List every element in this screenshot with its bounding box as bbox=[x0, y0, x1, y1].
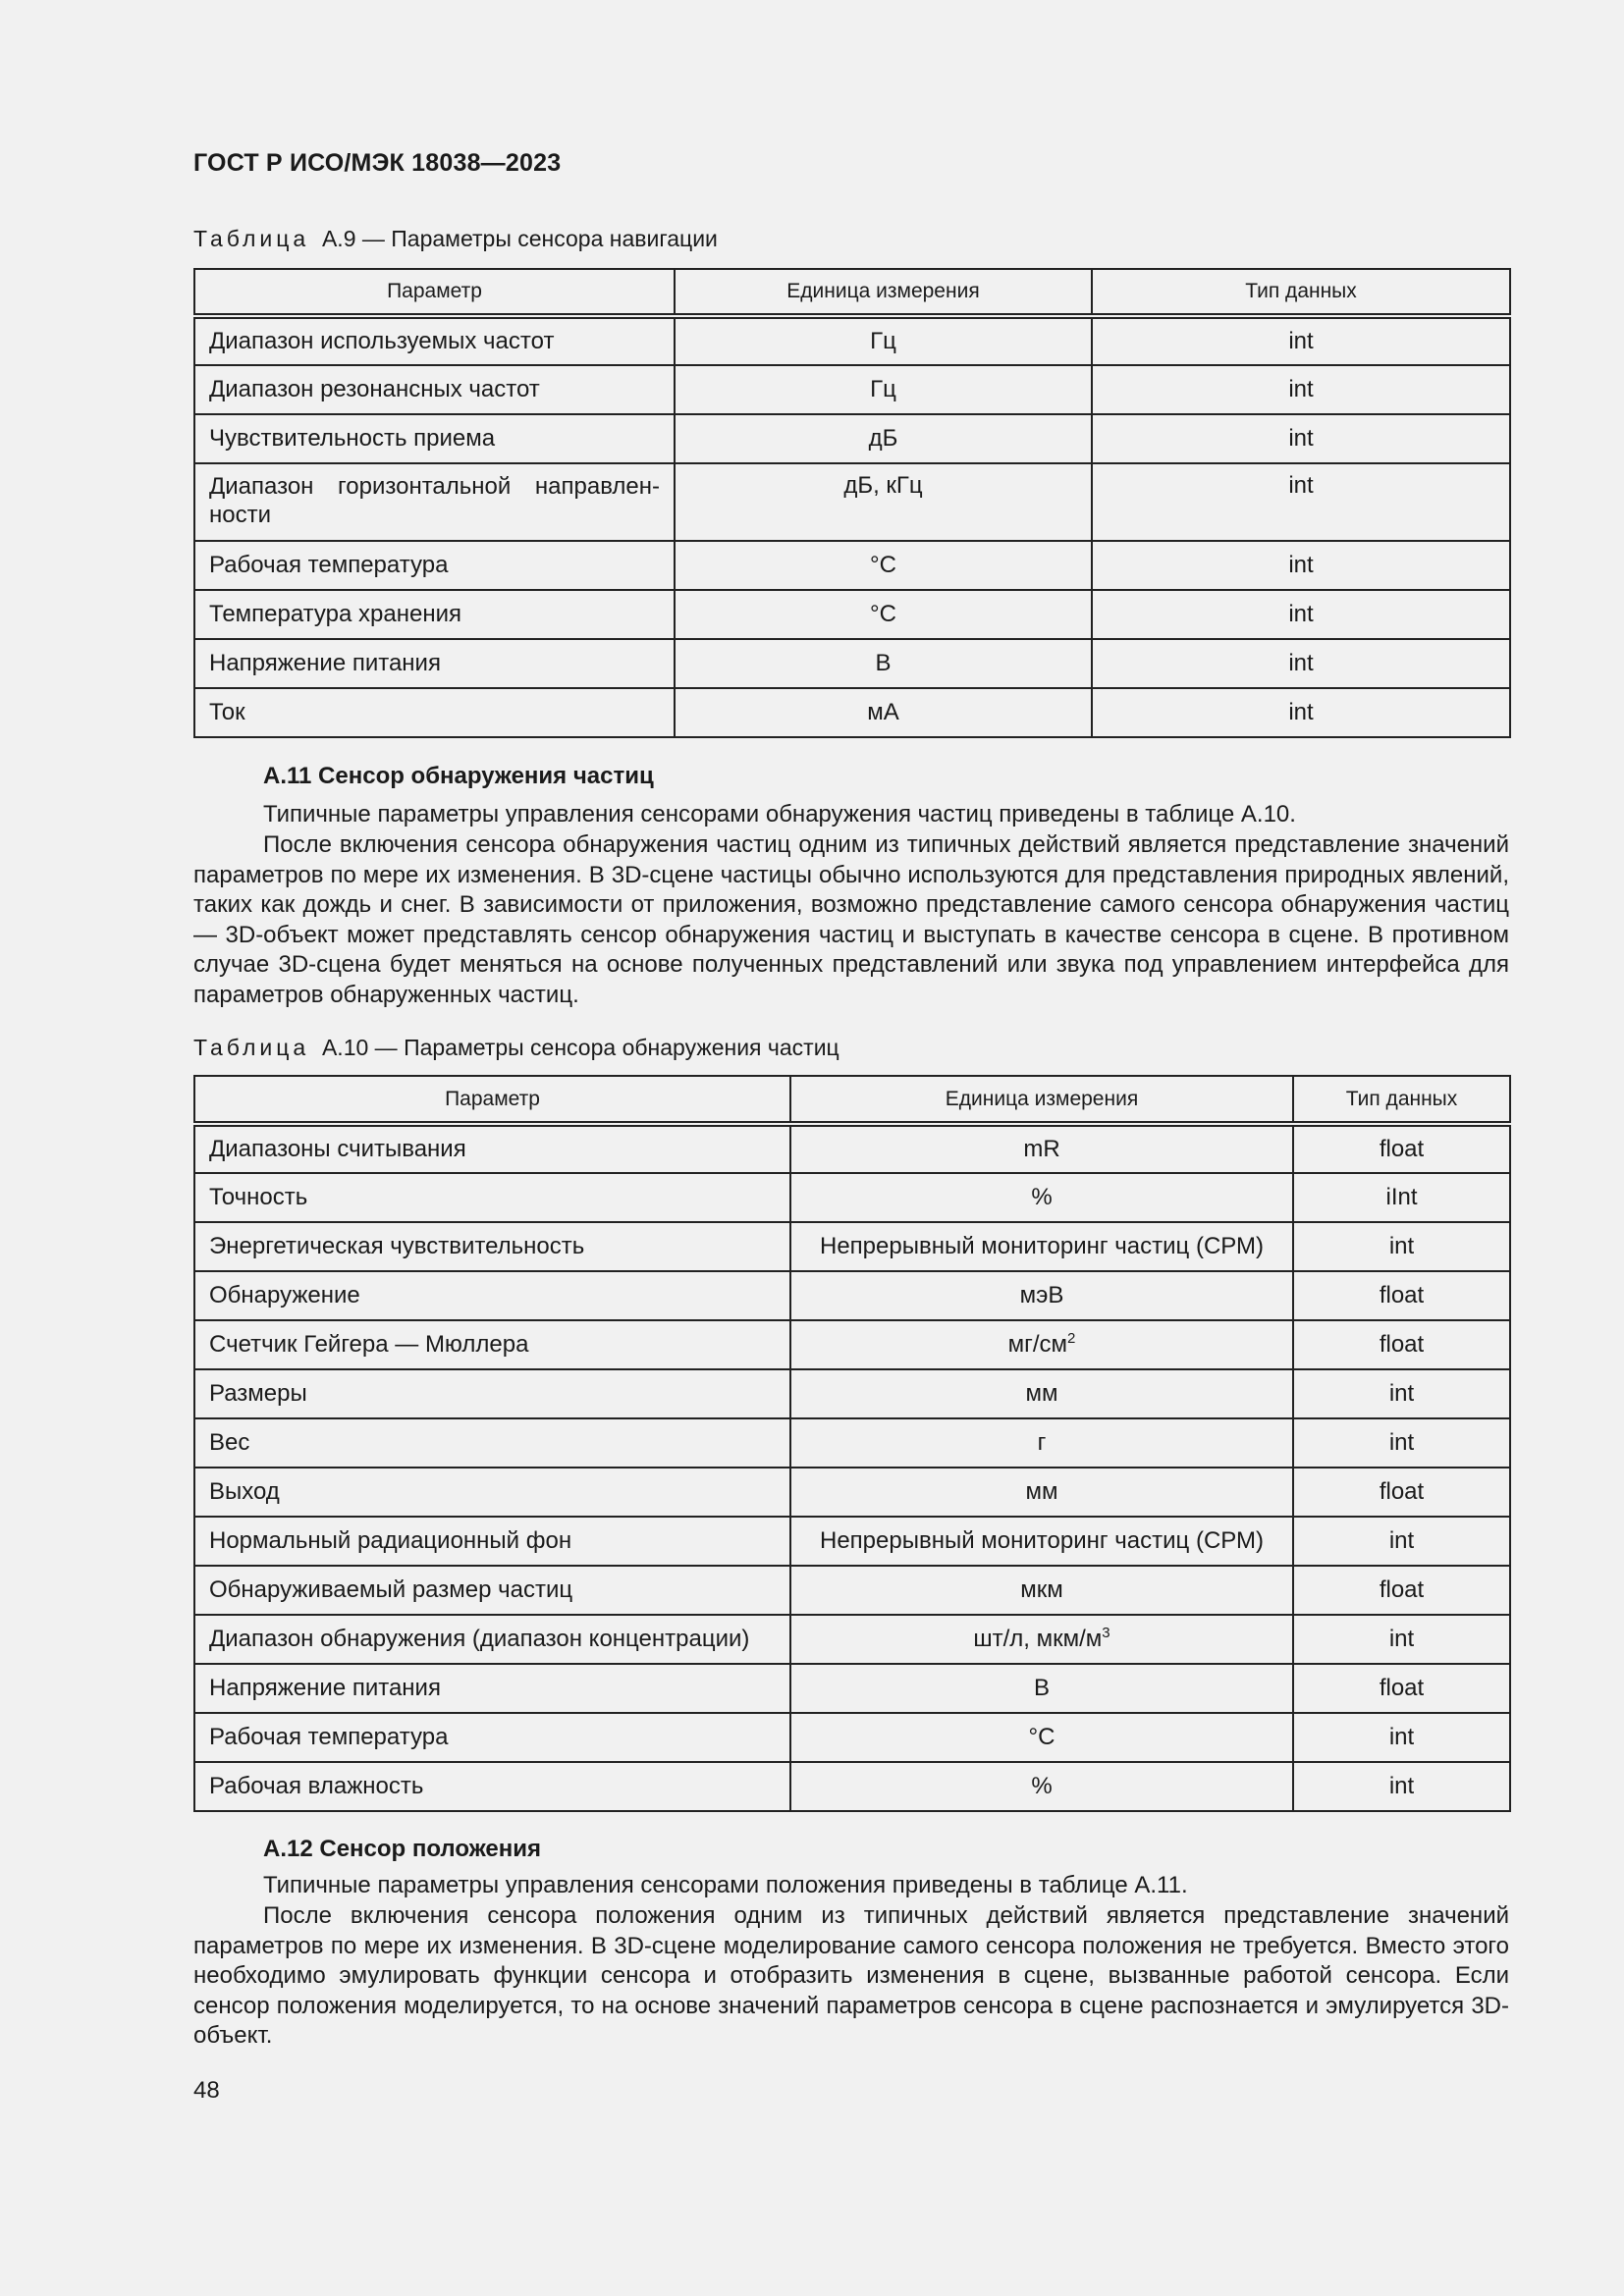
unit-cell: °С bbox=[790, 1713, 1293, 1762]
type-cell: float bbox=[1293, 1124, 1510, 1173]
unit-cell: Непрерывный мониторинг частиц (СРМ) bbox=[790, 1222, 1293, 1271]
table-row bbox=[194, 1615, 1510, 1664]
table-row bbox=[194, 365, 1510, 414]
unit-cell: °С bbox=[675, 590, 1092, 639]
table-row bbox=[194, 1271, 1510, 1320]
unit-cell: % bbox=[790, 1762, 1293, 1811]
table-row bbox=[194, 1517, 1510, 1566]
param-cell: Температура хранения bbox=[194, 590, 675, 639]
table-header-cell: Единица измерения bbox=[675, 269, 1092, 316]
param-cell: Напряжение питания bbox=[194, 1664, 790, 1713]
param-cell: Счетчик Гейгера — Мюллера bbox=[194, 1320, 790, 1369]
table-row bbox=[194, 639, 1510, 688]
unit-cell: дБ, кГц bbox=[675, 463, 1092, 541]
table-row bbox=[194, 463, 1510, 541]
table-row bbox=[194, 1222, 1510, 1271]
type-cell: iInt bbox=[1293, 1173, 1510, 1222]
table-row bbox=[194, 1418, 1510, 1468]
param-cell: Обнаруживаемый размер частиц bbox=[194, 1566, 790, 1615]
type-cell: float bbox=[1293, 1468, 1510, 1517]
section-a11-paragraph-2: После включения сенсора обнаружения частиц одним из типичных действий является представление значений параметров по мере их изменения. В 3D-сцене частицы обычно используются для представления природных явлений, таких как дождь и снег. В зависимости от приложения, возможно представление самого сенсора обнаружения частиц — 3D-объект может представлять сенсор обнаружения частиц и выступать в качестве сенсора в сцене. В противном случае 3D-сцена будет меняться на основе полученных представлений или звука под управлением интерфейса для параметров обнаруженных частиц. bbox=[193, 831, 1509, 1008]
table-a9-caption-prefix: Таблица bbox=[193, 226, 310, 251]
param-cell: Напряжение питания bbox=[194, 639, 675, 688]
section-a12-paragraph-1: Типичные параметры управления сенсорами положения приведены в таблице А.11. bbox=[263, 1872, 1188, 1898]
type-cell: float bbox=[1293, 1320, 1510, 1369]
param-cell: Диапазон используемых частот bbox=[194, 316, 675, 365]
table-header-cell: Тип данных bbox=[1092, 269, 1510, 316]
unit-cell bbox=[790, 1320, 1293, 1369]
section-a11-paragraph-1: Типичные параметры управления сенсорами обнаружения частиц приведены в таблице А.10. bbox=[263, 801, 1296, 828]
table-row bbox=[194, 1664, 1510, 1713]
table-row bbox=[194, 1468, 1510, 1517]
table-row bbox=[194, 1713, 1510, 1762]
table-row bbox=[194, 1124, 1510, 1173]
table-header-row bbox=[194, 1076, 1510, 1124]
table-a10 bbox=[193, 1075, 1511, 1812]
table-header-cell: Единица измерения bbox=[790, 1076, 1293, 1124]
table-row bbox=[194, 1173, 1510, 1222]
unit-cell bbox=[790, 1615, 1293, 1664]
unit-cell: дБ bbox=[675, 414, 1092, 463]
unit-cell: Гц bbox=[675, 316, 1092, 365]
param-cell: Точность bbox=[194, 1173, 790, 1222]
type-cell: int bbox=[1293, 1762, 1510, 1811]
type-cell: int bbox=[1092, 688, 1510, 737]
type-cell: int bbox=[1092, 463, 1510, 541]
param-cell: Рабочая температура bbox=[194, 541, 675, 590]
unit-cell: мм bbox=[790, 1468, 1293, 1517]
param-cell: Диапазоны считывания bbox=[194, 1124, 790, 1173]
param-cell: Размеры bbox=[194, 1369, 790, 1418]
table-row bbox=[194, 316, 1510, 365]
type-cell: int bbox=[1293, 1713, 1510, 1762]
type-cell: float bbox=[1293, 1664, 1510, 1713]
unit-cell: °С bbox=[675, 541, 1092, 590]
type-cell: int bbox=[1092, 590, 1510, 639]
table-row bbox=[194, 1566, 1510, 1615]
param-cell: Вес bbox=[194, 1418, 790, 1468]
param-cell: Нормальный радиационный фон bbox=[194, 1517, 790, 1566]
type-cell: int bbox=[1293, 1369, 1510, 1418]
type-cell: int bbox=[1293, 1615, 1510, 1664]
param-cell: Рабочая температура bbox=[194, 1713, 790, 1762]
table-row bbox=[194, 1762, 1510, 1811]
type-cell: int bbox=[1092, 639, 1510, 688]
type-cell: float bbox=[1293, 1271, 1510, 1320]
table-row bbox=[194, 688, 1510, 737]
page-number: 48 bbox=[193, 2077, 220, 2104]
table-header-cell: Тип данных bbox=[1293, 1076, 1510, 1124]
unit-cell: В bbox=[675, 639, 1092, 688]
table-a10-caption-prefix: Таблица bbox=[193, 1035, 310, 1060]
param-cell: Чувствительность приема bbox=[194, 414, 675, 463]
unit-text: шт/л, мкм/м bbox=[973, 1626, 1103, 1652]
type-cell: int bbox=[1293, 1222, 1510, 1271]
unit-cell: Гц bbox=[675, 365, 1092, 414]
unit-cell: мА bbox=[675, 688, 1092, 737]
table-row bbox=[194, 590, 1510, 639]
table-a9-caption bbox=[193, 226, 718, 252]
unit-cell: мкм bbox=[790, 1566, 1293, 1615]
type-cell: int bbox=[1092, 316, 1510, 365]
unit-text: мг/см bbox=[1007, 1331, 1068, 1358]
type-cell: int bbox=[1092, 414, 1510, 463]
unit-cell: мэВ bbox=[790, 1271, 1293, 1320]
type-cell: float bbox=[1293, 1566, 1510, 1615]
table-row bbox=[194, 414, 1510, 463]
param-cell: Диапазон резонансных частот bbox=[194, 365, 675, 414]
param-cell: Диапазон горизонтальной направлен-ности bbox=[194, 463, 675, 541]
unit-cell: г bbox=[790, 1418, 1293, 1468]
section-a11-title: А.11 Сенсор обнаружения частиц bbox=[263, 763, 654, 789]
table-header-cell: Параметр bbox=[194, 269, 675, 316]
param-cell: Ток bbox=[194, 688, 675, 737]
unit-superscript: 2 bbox=[1067, 1330, 1076, 1347]
param-cell: Диапазон обнаружения (диапазон концентрации) bbox=[194, 1615, 790, 1664]
table-a10-caption bbox=[193, 1035, 839, 1061]
unit-cell: % bbox=[790, 1173, 1293, 1222]
param-cell: Обнаружение bbox=[194, 1271, 790, 1320]
type-cell: int bbox=[1092, 365, 1510, 414]
unit-cell: В bbox=[790, 1664, 1293, 1713]
table-header-cell: Параметр bbox=[194, 1076, 790, 1124]
type-cell: int bbox=[1092, 541, 1510, 590]
table-a9-caption-text: А.9 — Параметры сенсора навигации bbox=[321, 226, 718, 251]
unit-cell: мм bbox=[790, 1369, 1293, 1418]
param-cell: Энергетическая чувствительность bbox=[194, 1222, 790, 1271]
table-row bbox=[194, 1320, 1510, 1369]
document-header: ГОСТ Р ИСО/МЭК 18038—2023 bbox=[193, 149, 562, 177]
unit-cell: Непрерывный мониторинг частиц (СРМ) bbox=[790, 1517, 1293, 1566]
unit-cell: mR bbox=[790, 1124, 1293, 1173]
type-cell: int bbox=[1293, 1517, 1510, 1566]
type-cell: int bbox=[1293, 1418, 1510, 1468]
section-a12-paragraph-2: После включения сенсора положения одним из типичных действий является представление значений параметров по мере их изменения. В 3D-сцене моделирование самого сенсора положения не требуется. Вместо этого необходимо эмулировать функции сенсора и отобразить изменения в сцене, вызванные работой сенсора. Если сенсор положения моделируется, то на основе значений параметров сенсора в сцене распознается и эмулируется 3D-объект. bbox=[193, 1902, 1509, 2049]
table-row bbox=[194, 1369, 1510, 1418]
table-row bbox=[194, 541, 1510, 590]
table-a10-caption-text: А.10 — Параметры сенсора обнаружения частиц bbox=[321, 1035, 839, 1060]
unit-superscript: 3 bbox=[1102, 1625, 1110, 1641]
section-a12-title: А.12 Сенсор положения bbox=[263, 1836, 542, 1862]
table-header-row bbox=[194, 269, 1510, 316]
param-cell: Выход bbox=[194, 1468, 790, 1517]
param-cell: Рабочая влажность bbox=[194, 1762, 790, 1811]
table-a9 bbox=[193, 268, 1511, 738]
